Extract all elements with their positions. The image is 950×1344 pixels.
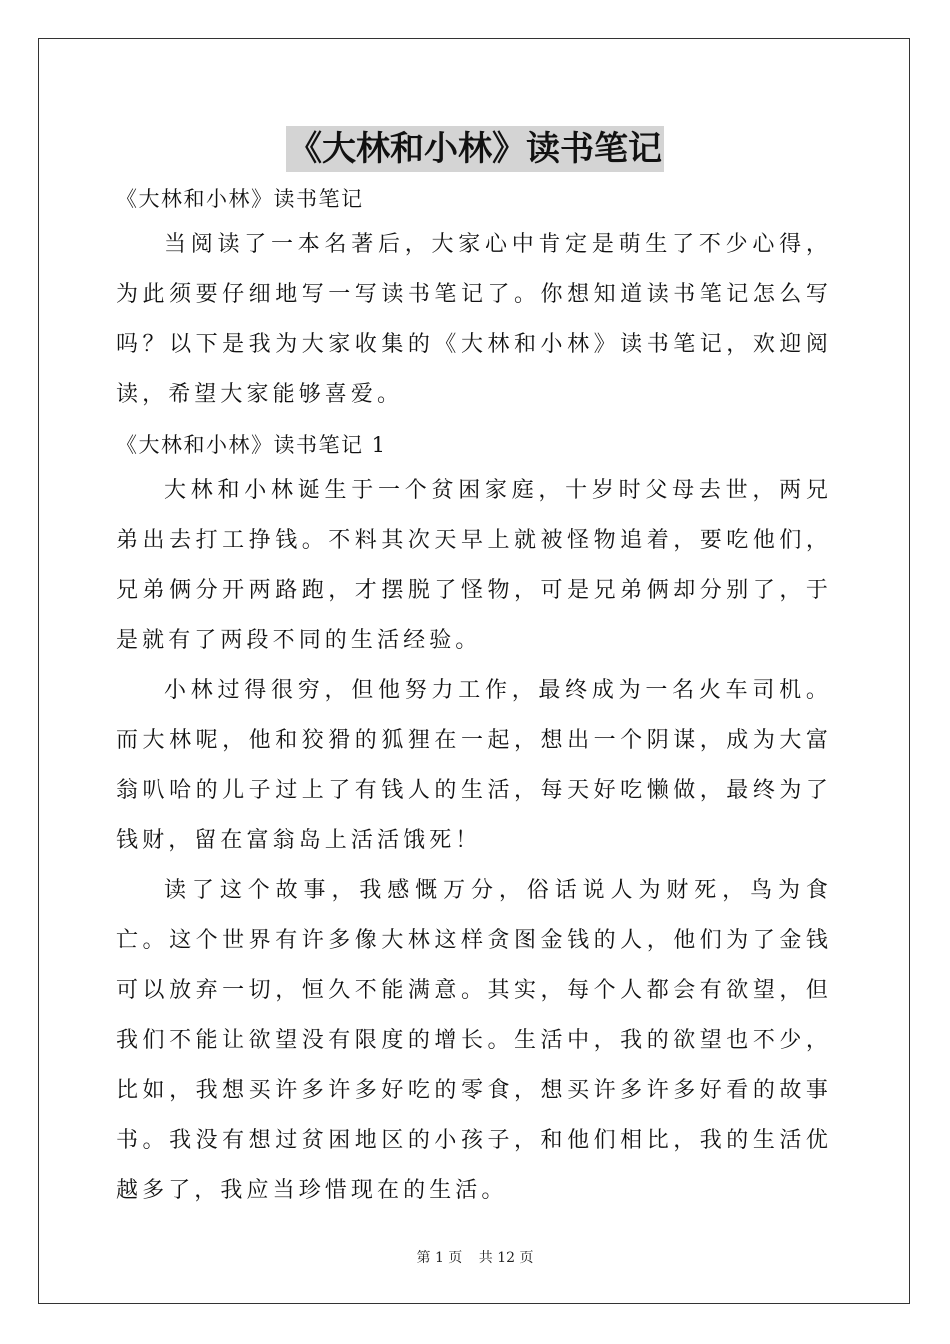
body-paragraph-2: 小林过得很穷，但他努力工作，最终成为一名火车司机。而大林呢，他和狡猾的狐狸在一起，想出一个阴谋，成为大富翁叭哈的儿子过上了有钱人的生活，每天好吃懒做，最终为了钱财，留在富翁岛上活活饿死！ (116, 678, 832, 853)
document-title: 《大林和小林》读书笔记 (286, 126, 664, 172)
page-number: 第 1 页 (416, 1250, 463, 1266)
page-footer (0, 1247, 950, 1267)
document-subtitle: 《大林和小林》读书笔记 (116, 187, 364, 211)
intro-paragraph: 当阅读了一本名著后，大家心中肯定是萌生了不少心得，为此须要仔细地写一写读书笔记了。你想知道读书笔记怎么写吗？以下是我为大家收集的《大林和小林》读书笔记，欢迎阅读，希望大家能够喜爱。 (116, 232, 832, 407)
body-paragraph-1: 大林和小林诞生于一个贫困家庭，十岁时父母去世，两兄弟出去打工挣钱。不料其次天早上就被怪物追着，要吃他们，兄弟俩分开两路跑，才摆脱了怪物，可是兄弟俩却分别了，于是就有了两段不同的生活经验。 (116, 478, 832, 653)
section-heading: 《大林和小林》读书笔记 1 (116, 433, 387, 457)
title-container (0, 126, 950, 172)
body-paragraph-3: 读了这个故事，我感慨万分，俗话说人为财死，鸟为食亡。这个世界有许多像大林这样贪图金钱的人，他们为了金钱可以放弃一切，恒久不能满意。其实，每个人都会有欲望，但我们不能让欲望没有限度的增长。生活中，我的欲望也不少，比如，我想买许多许多好吃的零食，想买许多许多好看的故事书。我没有想过贫困地区的小孩子，和他们相比，我的生活优越多了，我应当珍惜现在的生活。 (116, 878, 832, 1203)
document-body (116, 178, 832, 1216)
page-total: 共 12 页 (478, 1250, 534, 1266)
